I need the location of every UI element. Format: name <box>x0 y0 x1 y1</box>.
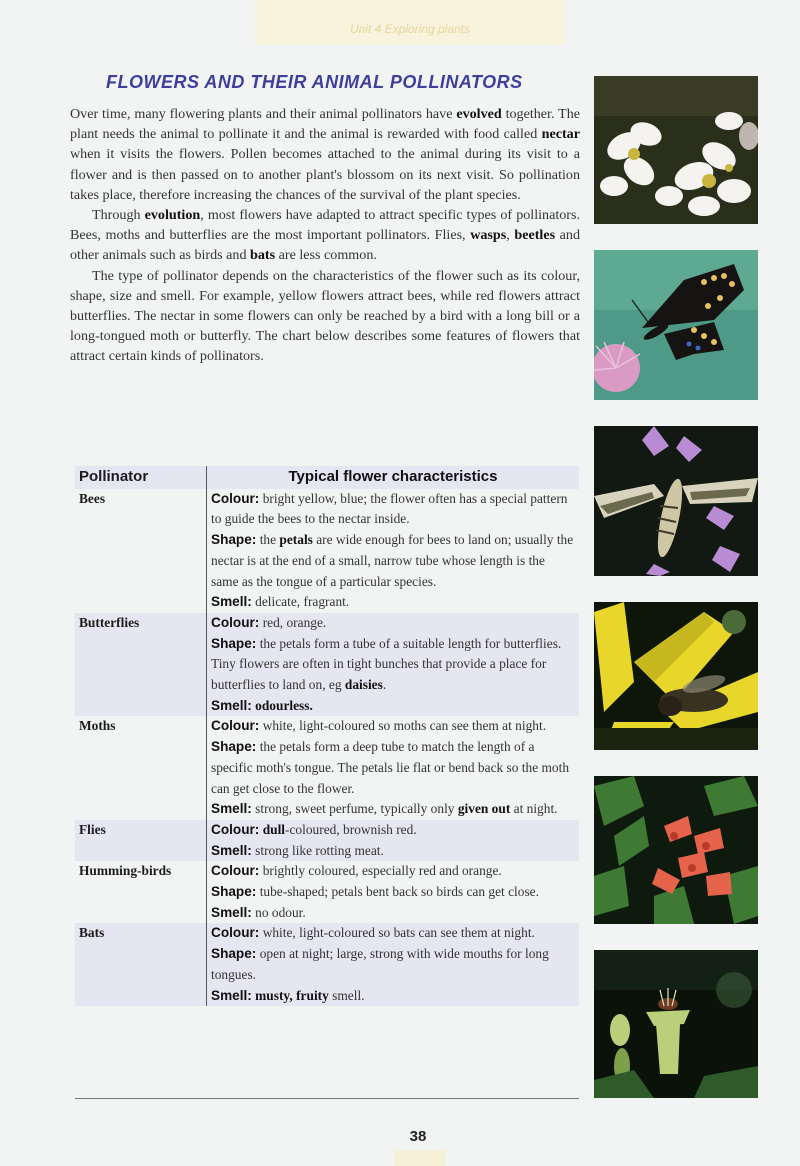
smell-line <box>211 841 575 862</box>
shape-line <box>211 882 575 903</box>
smell-line <box>211 592 575 613</box>
shape-line <box>211 634 575 696</box>
colour-label: Colour: <box>211 718 260 734</box>
keyword-odourless: odourless <box>255 697 310 713</box>
keyword-musty: musty <box>255 987 290 1003</box>
keyword-nectar: nectar <box>541 126 580 143</box>
text-run: when it visits the flowers. Pollen becomes attached to the animal during its visit to a flower and is then passed on to another plant's blossom on its next visit. So pollination takes place, therefore increasing the chances of the survival of the plant species. <box>70 146 580 203</box>
smell-value: . <box>309 697 313 713</box>
header-pollinator: Pollinator <box>75 466 207 489</box>
chart-row-bats <box>75 923 579 1006</box>
smell-label: Smell: <box>211 697 252 713</box>
smell-line <box>211 903 575 924</box>
smell-value: , <box>289 987 297 1003</box>
hawk-moth-photo <box>594 426 758 576</box>
pollinator-name: Butterflies <box>75 613 207 717</box>
shape-label: Shape: <box>211 884 257 900</box>
smell-value: smell. <box>328 987 365 1003</box>
paragraph-3: The type of pollinator depends on the characteristics of the flower such as its colour, shape, size and smell. For example, yellow flowers attract bees, while red flowers attract butterflies. The nectar in some flowers can only be reached by a bird with a long bill or a long-tongued moth or butterfly. The chart below describes some features of flowers that attract certain kinds of pollinators. <box>70 267 580 365</box>
keyword-daisies: daisies <box>344 677 383 693</box>
smell-value: strong, sweet perfume, typically only <box>255 801 458 817</box>
smell-value: delicate, fragrant. <box>255 594 350 610</box>
white-blossom-photo <box>594 76 758 224</box>
keyword-petals: petals <box>279 532 313 548</box>
smell-label: Smell: <box>211 904 252 920</box>
colour-value: brightly coloured, especially red and orange. <box>262 863 502 879</box>
smell-value: at night. <box>510 801 558 817</box>
colour-label: Colour: <box>211 490 260 506</box>
text-run: , <box>506 227 515 244</box>
smell-value: strong like rotting meat. <box>255 842 384 858</box>
text-run: Through <box>92 207 145 224</box>
pollinator-name: Bats <box>75 923 207 1006</box>
chart-row-flies <box>75 820 579 861</box>
chart-row-moths <box>75 716 579 820</box>
smell-label: Smell: <box>211 987 252 1003</box>
shape-value: tube-shaped; petals bent back so birds can get close. <box>259 884 539 900</box>
pollinator-name: Bees <box>75 489 207 613</box>
keyword-bats: bats <box>250 247 276 264</box>
keyword-beetles: beetles <box>514 227 556 244</box>
bat-pollinated-flower-photo <box>594 950 758 1098</box>
keyword-fruity: fruity <box>296 987 329 1003</box>
shape-value: . <box>382 677 387 693</box>
shape-value: the <box>259 532 280 548</box>
smell-label: Smell: <box>211 594 252 610</box>
unit-label: Unit 4 Exploring plants <box>349 22 471 36</box>
keyword-given-out: given out <box>457 801 511 817</box>
body-text <box>70 104 580 367</box>
text-run: are less common. <box>275 247 377 264</box>
colour-line <box>211 923 575 944</box>
smell-line <box>211 986 575 1007</box>
keyword-evolution: evolution <box>144 207 201 224</box>
colour-label: Colour: <box>211 821 260 837</box>
characteristics-cell <box>207 613 580 717</box>
keyword-evolved: evolved <box>456 106 502 122</box>
colour-value: white, light-coloured so moths can see them at night. <box>262 718 547 734</box>
shape-label: Shape: <box>211 635 257 651</box>
pollinator-name: Flies <box>75 820 207 861</box>
chart-row-humming-birds <box>75 861 579 923</box>
pollinator-name: Moths <box>75 716 207 820</box>
colour-value: red, orange. <box>262 614 327 630</box>
colour-label: Colour: <box>211 863 260 879</box>
shape-value: the petals form a deep tube to match the length of a specific moth's tongue. The petals lie flat or bend back so the moth can get close to the flower. <box>211 739 570 796</box>
shape-value: open at night; large, strong with wide mouths for long tongues. <box>211 946 549 982</box>
colour-line <box>211 613 575 634</box>
shape-label: Shape: <box>211 739 257 755</box>
chart-row-bees <box>75 489 579 613</box>
chart-bottom-border <box>75 1098 579 1099</box>
characteristics-cell <box>207 716 580 820</box>
shape-label: Shape: <box>211 946 257 962</box>
characteristics-cell <box>207 820 580 861</box>
text-run: Over time, many flowering plants and their animal pollinators have <box>70 106 457 122</box>
smell-line <box>211 696 575 717</box>
characteristics-cell <box>207 861 580 923</box>
header-characteristics: Typical flower characteristics <box>207 466 580 489</box>
colour-line <box>211 716 575 737</box>
text-run: together. The plant needs the animal to pollinate it and the animal is rewarded with food called <box>70 106 580 143</box>
shape-value: the petals form a tube of a suitable length for butterflies. Tiny flowers are often in tight bunches that provide a place for butterflies to land on, eg <box>211 635 562 693</box>
keyword-dull: dull <box>262 821 286 837</box>
shape-value: are wide enough for bees to land on; usually the nectar is at the end of a small, narrow tube whose length is the same as the tongue of a particular species. <box>211 532 574 589</box>
colour-value: -coloured, brownish red. <box>285 821 417 837</box>
smell-label: Smell: <box>211 801 252 817</box>
shape-line <box>211 530 575 592</box>
pollinator-name: Humming-birds <box>75 861 207 923</box>
colour-label: Colour: <box>211 614 260 630</box>
text-run: and other animals such as birds and <box>70 227 581 264</box>
characteristics-cell <box>207 489 580 613</box>
page-number-band <box>395 1150 445 1166</box>
smell-label: Smell: <box>211 842 252 858</box>
shape-label: Shape: <box>211 532 257 548</box>
page-title: FLOWERS AND THEIR ANIMAL POLLINATORS <box>106 72 523 92</box>
colour-value: white, light-coloured so bats can see them at night. <box>262 925 535 941</box>
colour-value: bright yellow, blue; the flower often has a special pattern to guide the bees to the nectar inside. <box>211 490 568 527</box>
colour-line <box>211 861 575 882</box>
chart-header-row <box>75 466 579 489</box>
running-header <box>255 0 565 45</box>
shape-line <box>211 737 575 799</box>
colour-line <box>211 489 575 530</box>
paragraph-2 <box>70 205 580 266</box>
butterfly-on-thistle-photo <box>594 250 758 400</box>
chart-row-butterflies <box>75 613 579 717</box>
page-number: 38 <box>409 1128 427 1145</box>
shape-line <box>211 944 575 985</box>
characteristics-cell <box>207 923 580 1006</box>
paragraph-1 <box>70 104 580 205</box>
fly-on-yellow-flower-photo <box>594 602 758 750</box>
text-run: , most flowers have adapted to attract specific types of pollinators. Bees, moths and butterflies are the most important pollinators. Flies, <box>70 207 580 244</box>
keyword-wasps: wasps <box>470 227 507 244</box>
smell-value: no odour. <box>255 904 306 920</box>
colour-label: Colour: <box>211 925 260 941</box>
pollinator-chart <box>75 466 579 1006</box>
red-tubular-flowers-photo <box>594 776 758 924</box>
smell-line <box>211 799 575 820</box>
colour-line <box>211 820 575 841</box>
